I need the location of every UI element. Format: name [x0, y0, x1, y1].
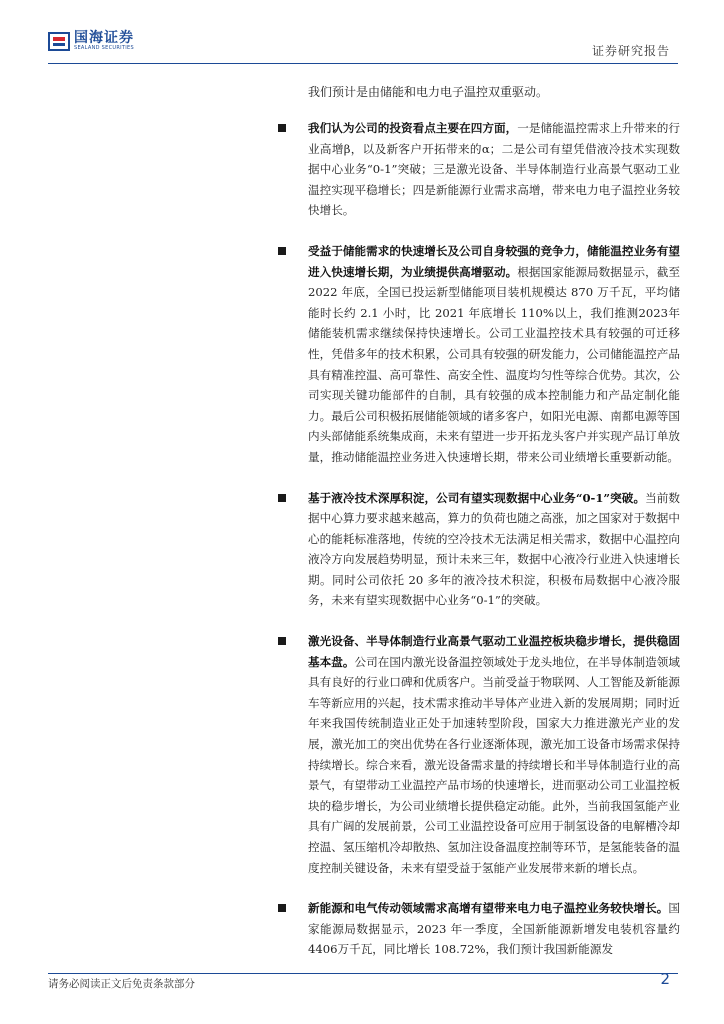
bullet-heading: 我们认为公司的投资看点主要在四方面， [308, 121, 518, 135]
bullet-paragraph [292, 631, 680, 878]
bullet-paragraph [292, 118, 680, 221]
bullet-body: 根据国家能源局数据显示，截至 2022 年底，全国已投运新型储能项目装机规模达 870 万千瓦，平均储能时长约 2.1 小时，比 2021 年底增长 110%以上，我们推测2023年储能装机需求继续保持快速增长。公司工业温控技术具有较强的可迁移性，凭借多年的技术积累，公司具有较强的研发能力，公司储能温控产品具有精准控温、高可靠性、高安全性、温度均匀性等综合优势。其次，公司实现关键功能部件的自制，具有较强的成本控制能力和产品定制化能力。最后公司积极拓展储能领域的诸多客户，如阳光电源、南都电源等国内头部储能系统集成商，未来有望进一步开拓龙头客户并实现产品订单放量，推动储能温控业务进入快速增长期，带来公司业绩增长重要新动能。 [308, 264, 680, 464]
bullet-paragraph [292, 898, 680, 960]
bullet-heading: 受益于储能需求的快速增长及公司自身较强的竞争力，储能温控业务有望进入快速增长期，为业绩提供高增驱动。 [308, 243, 680, 279]
bullet-paragraph [292, 241, 680, 468]
logo-chinese-name: 国海证券 [74, 29, 134, 46]
report-type-label: 证券研究报告 [591, 44, 670, 58]
page-number: 2 [660, 970, 670, 988]
square-bullet-icon [278, 637, 286, 645]
bullet-body: 国家能源局数据显示，2023 年一季度，全国新能源新增发电装机容量约4406万千瓦，同比增长 108.72%，我们预计我国新能源发 [308, 901, 680, 957]
square-bullet-icon [278, 494, 286, 502]
bullet-paragraph [292, 488, 680, 612]
square-bullet-icon [278, 247, 286, 255]
bullet-body: 一是储能温控需求上升带来的行业高增β，以及新客户开拓带来的α；二是公司有望凭借液冷技术实现数据中心业务“0-1”突破；三是激光设备、半导体制造行业高景气驱动工业温控实现平稳增长；四是新能源行业需求高增，带来电力电子温控业务较快增长。 [308, 121, 680, 218]
square-bullet-icon [278, 124, 286, 132]
header-divider [48, 63, 678, 64]
bullet-heading: 激光设备、半导体制造行业高景气驱动工业温控板块稳步增长，提供稳固基本盘。 [308, 634, 680, 669]
bullet-heading: 基于液冷技术深厚积淀，公司有望实现数据中心业务“0-1”突破。 [308, 490, 646, 505]
bullet-heading: 新能源和电气传动领域需求高增有望带来电力电子温控业务较快增长。 [308, 901, 669, 916]
investment-highlights [292, 118, 680, 980]
intro-line: 我们预计是由储能和电力电子温控双重驱动。 [308, 85, 549, 99]
footer-disclaimer: 请务必阅读正文后免责条款部分 [48, 978, 195, 990]
page-header [0, 0, 724, 62]
company-logo [48, 30, 134, 52]
bullet-body: 当前数据中心算力要求越来越高，算力的负荷也随之高涨，加之国家对于数据中心的能耗标准落地，传统的空冷技术无法满足相关需求，数据中心温控向液冷方向发展趋势明显，预计未来三年，数据中心液冷行业进入快速增长期。同时公司依托 20 多年的液冷技术积淀，积极布局数据中心液冷服务，未来有望实现数据中心业务“0-1”的突破。 [308, 490, 680, 608]
logo-english-name: SEALAND SECURITIES [74, 44, 134, 51]
square-bullet-icon [278, 904, 286, 912]
bullet-body: 公司在国内激光设备温控领域处于龙头地位，在半导体制造领域具有良好的行业口碑和优质客户。当前受益于物联网、人工智能及新能源车等新应用的兴起，技术需求推动半导体产业进入新的发展周期；同时近年来我国传统制造业正处于加速转型阶段，国家大力推进激光产业的发展，激光加工的突出优势在各行业逐渐体现，激光加工设备市场需求保持持续增长。综合来看，激光设备需求量的持续增长和半导体制造行业的高景气，有望带动工业温控产品市场的快速增长，进而驱动公司工业温控板块的稳步增长，为公司业绩增长提供稳定动能。此外，当前我国氢能产业具有广阔的发展前景，公司工业温控设备可应用于制氢设备的电解槽冷却控温、氢压缩机冷却散热、氢加注设备温度控制等环节，是氢能装备的温度控制关键设备，未来有望受益于氢能产业发展带来新的增长点。 [308, 654, 680, 875]
sealand-logo-icon [48, 30, 70, 52]
footer-divider [48, 973, 678, 974]
